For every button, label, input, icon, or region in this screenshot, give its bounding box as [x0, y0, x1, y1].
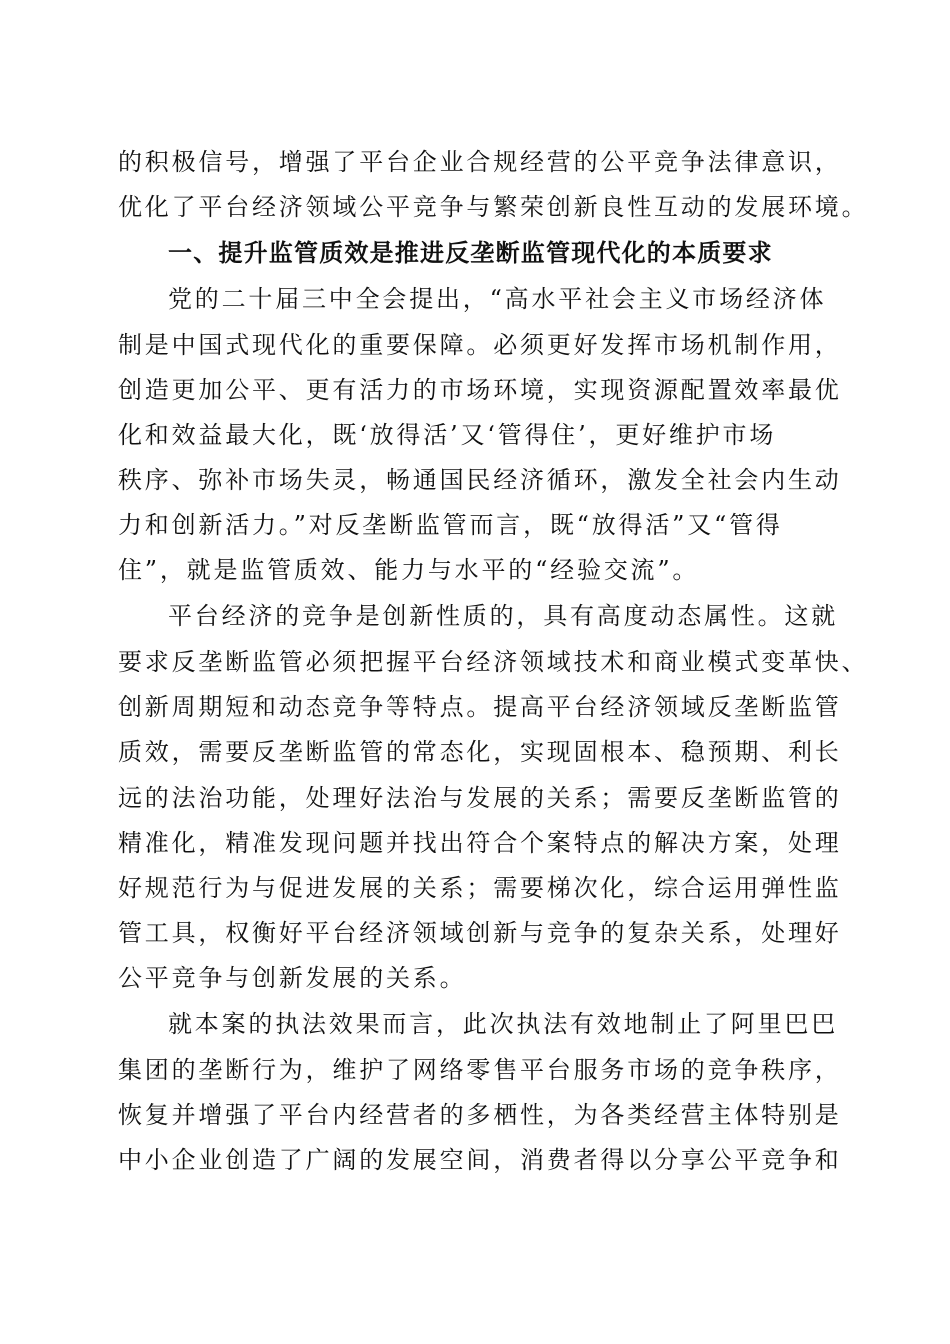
paragraph1-line-6: 力和创新活力。”对反垄断监管而言，既“放得活”又“管得 [118, 511, 783, 539]
paragraph1-line-3: 创造更加公平、更有活力的市场环境，实现资源配置效率最优 [118, 376, 842, 404]
intro-line-2: 优化了平台经济领域公平竞争与繁荣创新良性互动的发展环境。 [118, 193, 869, 221]
paragraph2-line-9: 公平竞争与创新发展的关系。 [118, 964, 467, 992]
paragraph1-line-5: 秩序、弥补市场失灵，畅通国民经济循环，激发全社会内生动 [118, 466, 842, 494]
paragraph1-line-1: 党的二十届三中全会提出，“高水平社会主义市场经济体 [168, 285, 827, 313]
paragraph2-line-8: 管工具，权衡好平台经济领域创新与竞争的复杂关系，处理好 [118, 919, 842, 947]
paragraph1-line-4: 化和效益最大化，既‘放得活’又‘管得住’，更好维护市场 [118, 421, 777, 449]
paragraph2-line-4: 质效，需要反垄断监管的常态化，实现固根本、稳预期、利长 [118, 738, 842, 766]
paragraph3-line-1: 就本案的执法效果而言，此次执法有效地制止了阿里巴巴 [168, 1010, 838, 1038]
paragraph2-line-2: 要求反垄断监管必须把握平台经济领域技术和商业模式变革快、 [118, 648, 869, 676]
section-heading: 一、提升监管质效是推进反垄断监管现代化的本质要求 [168, 239, 773, 267]
paragraph3-line-2: 集团的垄断行为，维护了网络零售平台服务市场的竞争秩序， [118, 1056, 842, 1084]
paragraph2-line-3: 创新周期短和动态竞争等特点。提高平台经济领域反垄断监管 [118, 693, 842, 721]
paragraph2-line-6: 精准化，精准发现问题并找出符合个案特点的解决方案，处理 [118, 829, 842, 857]
paragraph1-line-2: 制是中国式现代化的重要保障。必须更好发挥市场机制作用， [118, 331, 842, 359]
paragraph2-line-7: 好规范行为与促进发展的关系；需要梯次化，综合运用弹性监 [118, 874, 842, 902]
paragraph2-line-1: 平台经济的竞争是创新性质的，具有高度动态属性。这就 [168, 602, 838, 630]
paragraph2-line-5: 远的法治功能，处理好法治与发展的关系；需要反垄断监管的 [118, 784, 842, 812]
paragraph3-line-4: 中小企业创造了广阔的发展空间，消费者得以分享公平竞争和 [118, 1146, 842, 1174]
paragraph3-line-3: 恢复并增强了平台内经营者的多栖性，为各类经营主体特别是 [118, 1101, 842, 1129]
paragraph1-line-7: 住”，就是监管质效、能力与水平的“经验交流”。 [118, 556, 700, 584]
intro-line-1: 的积极信号，增强了平台企业合规经营的公平竞争法律意识， [118, 148, 842, 176]
